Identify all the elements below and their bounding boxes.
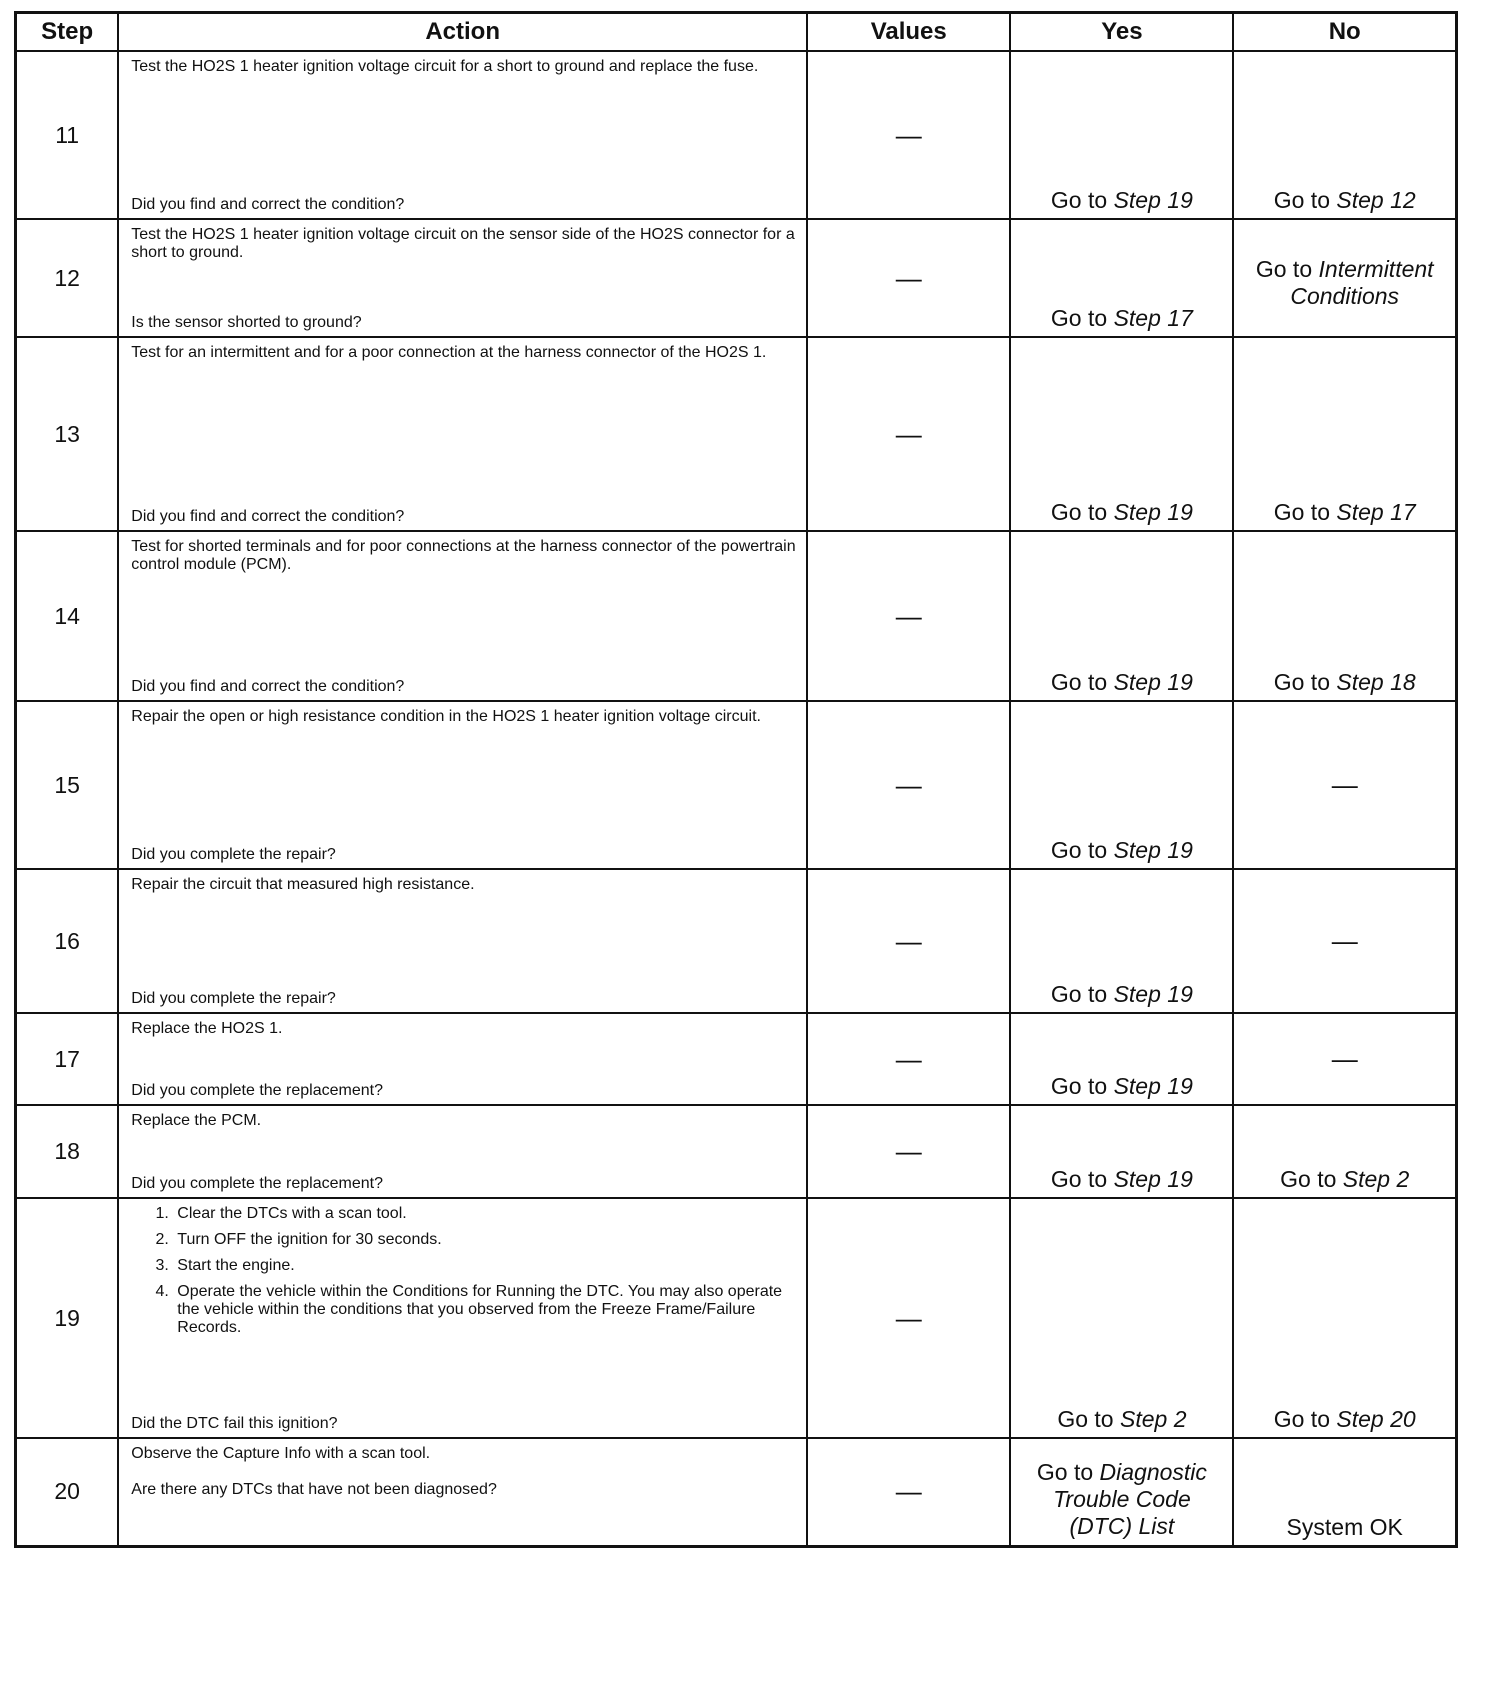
values-cell: — xyxy=(807,701,1010,869)
no-cell xyxy=(1233,1438,1456,1546)
table-row xyxy=(16,337,1457,531)
no-cell xyxy=(1233,1013,1456,1105)
yes-target: Diagnostic Trouble Code (DTC) List xyxy=(1053,1459,1207,1539)
action-instruction: Test the HO2S 1 heater ignition voltage circuit on the sensor side of the HO2S connector for a short to ground. xyxy=(131,226,795,261)
header-step: Step xyxy=(16,13,119,52)
go-to-label: Go to xyxy=(1050,981,1108,1007)
go-to-label: Go to xyxy=(1255,256,1313,282)
action-instruction: Test for shorted terminals and for poor connections at the harness connector of the powertrain control module (PCM). xyxy=(131,538,796,573)
no-cell xyxy=(1233,219,1456,337)
yes-cell xyxy=(1010,1105,1233,1198)
step-number: 15 xyxy=(16,701,119,869)
no-cell xyxy=(1233,1198,1456,1438)
values-cell: — xyxy=(807,1198,1010,1438)
table-row xyxy=(16,1438,1457,1546)
action-cell xyxy=(118,219,807,337)
no-text: — xyxy=(1331,769,1358,800)
go-to-label: Go to xyxy=(1050,499,1108,525)
no-text: — xyxy=(1331,1043,1358,1074)
action-question: Is the sensor shorted to ground? xyxy=(131,314,362,331)
header-yes: Yes xyxy=(1010,13,1233,52)
values-cell: — xyxy=(807,337,1010,531)
no-target: Step 12 xyxy=(1336,187,1416,213)
values-cell: — xyxy=(807,1105,1010,1198)
action-question: Did you complete the replacement? xyxy=(131,1175,383,1192)
list-item: 1. Clear the DTCs with a scan tool. xyxy=(173,1205,796,1223)
list-item: 3. Start the engine. xyxy=(173,1257,796,1275)
no-text: — xyxy=(1331,925,1358,956)
yes-target: Step 19 xyxy=(1113,837,1193,863)
go-to-label: Go to xyxy=(1273,669,1330,695)
table-row xyxy=(16,1013,1457,1105)
values-cell: — xyxy=(807,869,1010,1013)
go-to-label: Go to xyxy=(1036,1459,1094,1485)
step-number: 17 xyxy=(16,1013,119,1105)
no-cell xyxy=(1233,869,1456,1013)
list-item: 4. Operate the vehicle within the Conditions for Running the DTC. You may also operate the vehicle within the conditions that you observed from the Freeze Frame/Failure Records. xyxy=(173,1283,796,1337)
action-instruction: Repair the open or high resistance condition in the HO2S 1 heater ignition voltage circuit. xyxy=(131,708,761,725)
values-cell: — xyxy=(807,219,1010,337)
yes-cell xyxy=(1010,1198,1233,1438)
action-question: Did the DTC fail this ignition? xyxy=(131,1415,338,1432)
yes-target: Step 19 xyxy=(1113,1166,1193,1192)
action-instruction: Replace the HO2S 1. xyxy=(131,1020,283,1037)
go-to-label: Go to xyxy=(1057,1406,1114,1432)
action-cell xyxy=(118,1198,807,1438)
go-to-label: Go to xyxy=(1273,499,1330,525)
yes-target: Step 19 xyxy=(1113,1073,1193,1099)
action-steps xyxy=(119,1205,796,1345)
table-row xyxy=(16,869,1457,1013)
values-cell: — xyxy=(807,1438,1010,1546)
action-instruction: Replace the PCM. xyxy=(131,1112,262,1129)
no-target: Step 18 xyxy=(1336,669,1416,695)
go-to-label: Go to xyxy=(1273,1406,1330,1432)
no-target: Intermittent Conditions xyxy=(1290,256,1434,309)
values-cell: — xyxy=(807,51,1010,219)
action-cell xyxy=(118,1105,807,1198)
list-item: 2. Turn OFF the ignition for 30 seconds. xyxy=(173,1231,796,1249)
values-cell: — xyxy=(807,531,1010,701)
no-text: System OK xyxy=(1286,1513,1403,1540)
no-cell xyxy=(1233,531,1456,701)
action-question: Did you find and correct the condition? xyxy=(131,678,405,695)
no-cell xyxy=(1233,1105,1456,1198)
step-number: 11 xyxy=(16,51,119,219)
step-number: 20 xyxy=(16,1438,119,1546)
action-instruction: Repair the circuit that measured high resistance. xyxy=(131,876,475,893)
action-cell xyxy=(118,51,807,219)
go-to-label: Go to xyxy=(1050,837,1108,863)
action-cell xyxy=(118,531,807,701)
yes-cell xyxy=(1010,219,1233,337)
action-question: Did you find and correct the condition? xyxy=(131,508,405,525)
no-cell xyxy=(1233,701,1456,869)
yes-cell xyxy=(1010,1438,1233,1546)
step-number: 18 xyxy=(16,1105,119,1198)
action-instruction: Test the HO2S 1 heater ignition voltage circuit for a short to ground and replace the fuse. xyxy=(131,58,759,75)
go-to-label: Go to xyxy=(1050,187,1108,213)
no-target: Step 20 xyxy=(1336,1406,1416,1432)
go-to-label: Go to xyxy=(1050,669,1108,695)
action-question: Did you complete the repair? xyxy=(131,990,336,1007)
step-number: 12 xyxy=(16,219,119,337)
yes-target: Step 17 xyxy=(1113,305,1193,331)
step-number: 14 xyxy=(16,531,119,701)
table-row xyxy=(16,531,1457,701)
yes-cell xyxy=(1010,51,1233,219)
yes-cell xyxy=(1010,869,1233,1013)
yes-target: Step 19 xyxy=(1113,669,1193,695)
table-row xyxy=(16,1198,1457,1438)
no-cell xyxy=(1233,51,1456,219)
action-question: Are there any DTCs that have not been diagnosed? xyxy=(131,1481,497,1498)
yes-target: Step 19 xyxy=(1113,187,1193,213)
no-target: Step 17 xyxy=(1336,499,1416,525)
action-cell xyxy=(118,701,807,869)
action-question: Did you find and correct the condition? xyxy=(131,196,405,213)
table-row xyxy=(16,701,1457,869)
step-number: 19 xyxy=(16,1198,119,1438)
table-row xyxy=(16,51,1457,219)
go-to-label: Go to xyxy=(1050,1073,1108,1099)
yes-cell xyxy=(1010,337,1233,531)
go-to-label: Go to xyxy=(1280,1166,1337,1192)
header-row xyxy=(16,13,1457,52)
action-question: Did you complete the repair? xyxy=(131,846,336,863)
action-cell xyxy=(118,1013,807,1105)
step-number: 13 xyxy=(16,337,119,531)
action-instruction: Observe the Capture Info with a scan tool. xyxy=(131,1445,431,1462)
table-row xyxy=(16,1105,1457,1198)
action-question: Did you complete the replacement? xyxy=(131,1082,383,1099)
table-row xyxy=(16,219,1457,337)
action-instruction: Test for an intermittent and for a poor connection at the harness connector of the HO2S 1. xyxy=(131,344,767,361)
go-to-label: Go to xyxy=(1273,187,1330,213)
yes-cell xyxy=(1010,701,1233,869)
header-values: Values xyxy=(807,13,1010,52)
yes-target: Step 19 xyxy=(1113,981,1193,1007)
diagnostic-table xyxy=(14,11,1458,1548)
action-steps-list xyxy=(119,1205,796,1337)
action-cell xyxy=(118,1438,807,1546)
header-no: No xyxy=(1233,13,1456,52)
yes-cell xyxy=(1010,531,1233,701)
action-cell xyxy=(118,337,807,531)
action-cell xyxy=(118,869,807,1013)
diagnostic-table-page xyxy=(14,11,1458,1548)
go-to-label: Go to xyxy=(1050,305,1108,331)
no-target: Step 2 xyxy=(1342,1166,1410,1192)
values-cell: — xyxy=(807,1013,1010,1105)
header-action: Action xyxy=(118,13,807,52)
yes-target: Step 19 xyxy=(1113,499,1193,525)
yes-cell xyxy=(1010,1013,1233,1105)
yes-target: Step 2 xyxy=(1119,1406,1187,1432)
go-to-label: Go to xyxy=(1050,1166,1108,1192)
no-cell xyxy=(1233,337,1456,531)
step-number: 16 xyxy=(16,869,119,1013)
